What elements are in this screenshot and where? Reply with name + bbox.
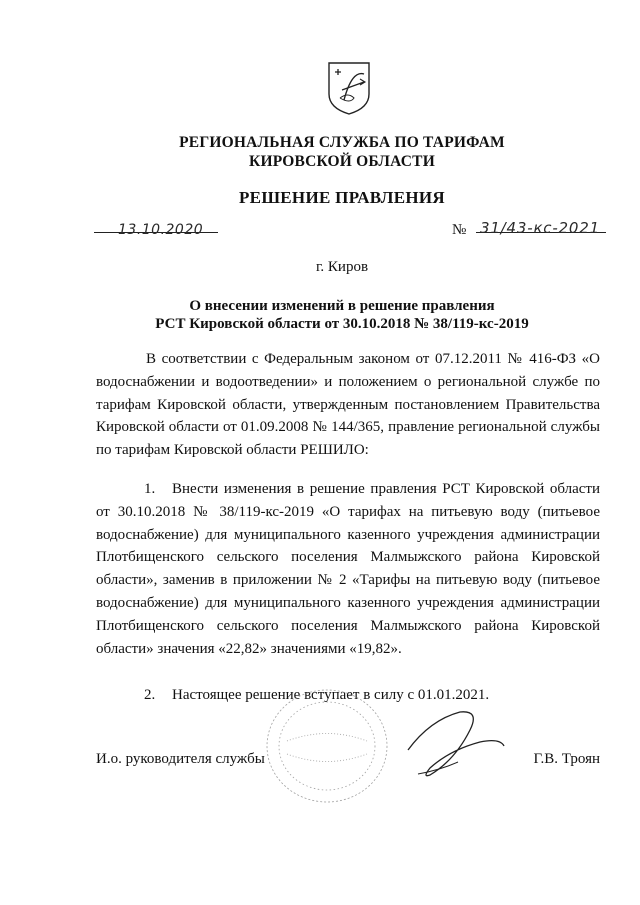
number-sign: № (452, 222, 467, 238)
subject-line1: О внесении изменений в решение правления (189, 298, 495, 314)
item-2-text: Настоящее решение вступает в силу с 01.01.2021. (172, 687, 490, 703)
subject-line2: РСТ Кировской области от 30.10.2018 № 38/119-кс-2019 (155, 316, 529, 332)
handwritten-signature-icon (400, 700, 510, 790)
city: г. Киров (315, 259, 369, 275)
preamble-paragraph: В соответствии с Федеральным законом от 07.12.2011 № 416-ФЗ «О водоснабжении и водоотведении» и положением о региональной службе по тарифам Кировской области, утвержденным постановлением Правительства Кировской области от 01.09.2008 № 144/365, правление региональной службы по тарифам Кировской области РЕШИЛО: (96, 351, 600, 459)
org-name-line1: РЕГИОНАЛЬНАЯ СЛУЖБА ПО ТАРИФАМ (179, 134, 505, 151)
document-number: 31/43-кс-2021 (480, 219, 600, 237)
item-1-text: Внести изменения в решение правления РСТ Кировской области от 30.10.2018 № 38/119-кс-2019 «О тарифах на питьевую воду (питьевое водоснабжение) для муниципального казенного учреждения администрации Плотбищенского сельского поселения Малмыжского района Кировской области», заменив в приложении № 2 «Тарифы на питьевую воду (питьевое водоснабжение) для муниципального казенного учреждения администрации Плотбищенского сельского поселения Малмыжского района Кировской области» значения «22,82» значениями «19,82». (96, 481, 600, 657)
document-type: РЕШЕНИЕ ПРАВЛЕНИЯ (239, 188, 445, 207)
signatory-position: И.о. руководителя службы (96, 751, 265, 767)
org-name-line2: КИРОВСКОЙ ОБЛАСТИ (249, 153, 435, 170)
coat-of-arms-icon (326, 60, 372, 116)
item-1-number: 1. (144, 481, 156, 497)
document-date: 13.10.2020 (118, 222, 204, 238)
signatory-name: Г.В. Троян (533, 751, 600, 767)
item-2-number: 2. (144, 687, 156, 703)
item-1 (96, 478, 600, 660)
official-stamp-icon (262, 686, 392, 806)
